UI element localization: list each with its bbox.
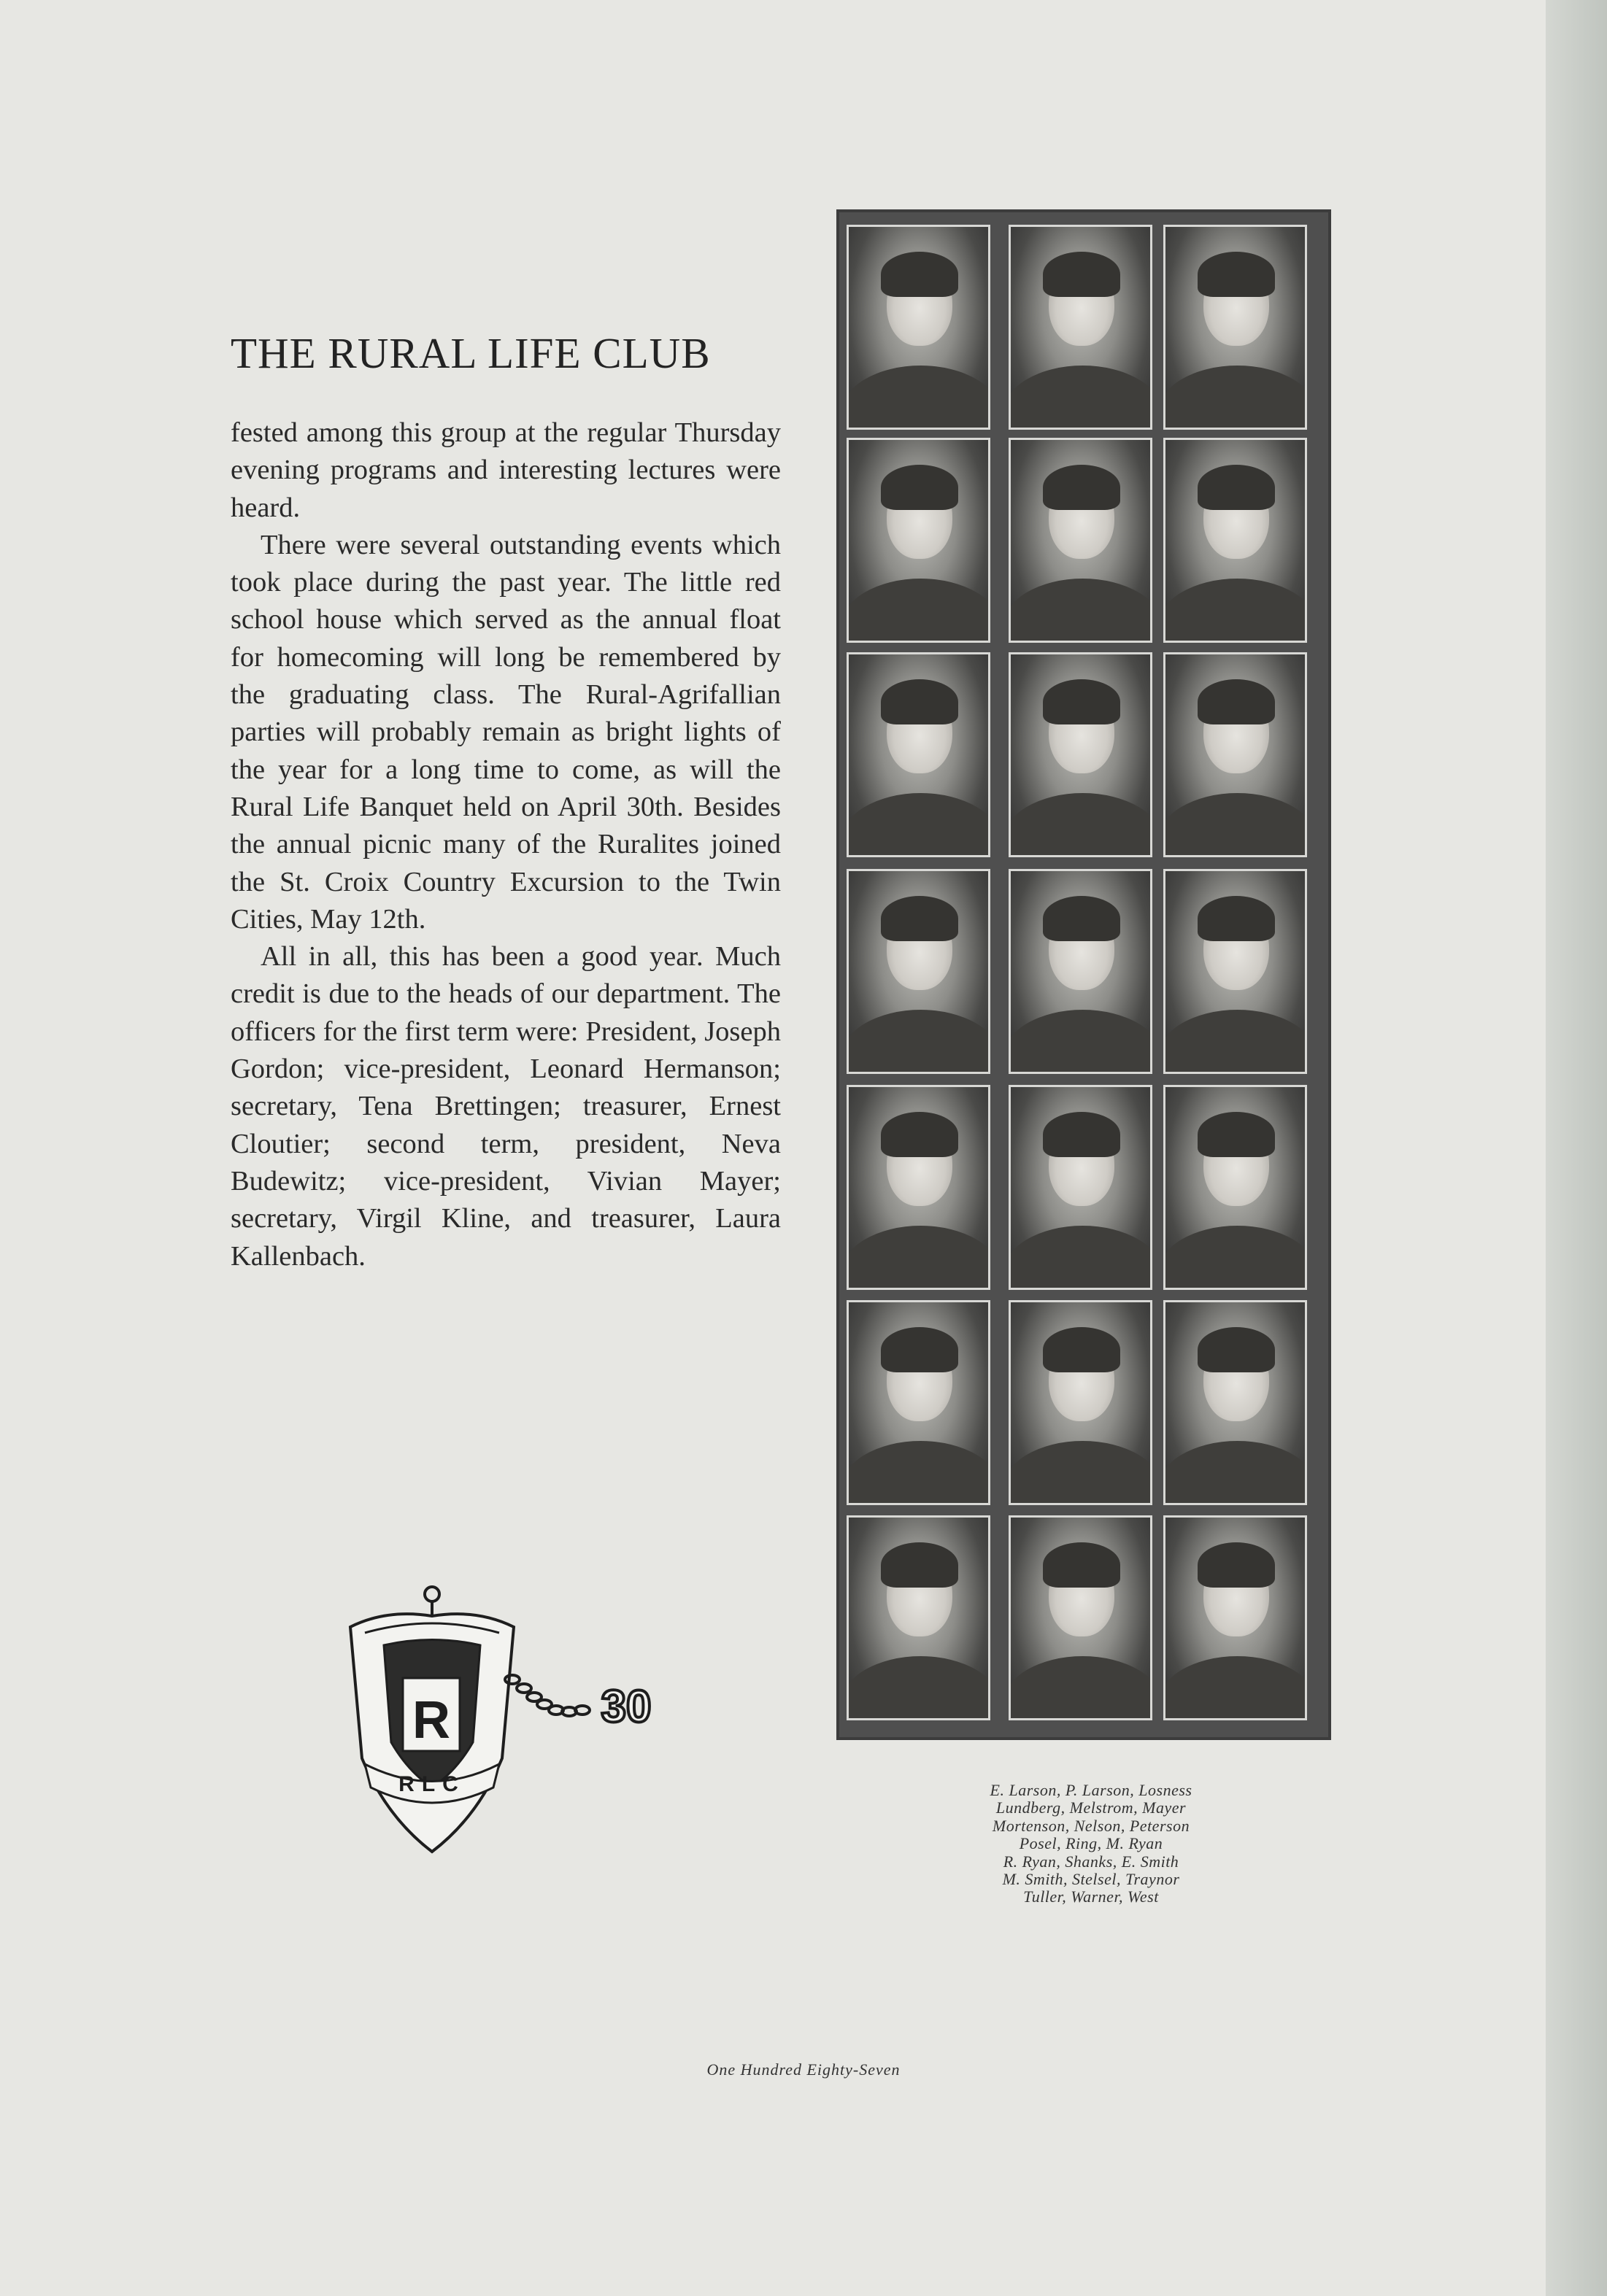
portrait-shoulders — [1009, 366, 1152, 430]
paragraph-1: fested among this group at the regular Thursday evening programs and interesting lectures were heard. — [231, 417, 781, 523]
portrait-photo — [847, 1300, 990, 1505]
portrait-hair — [881, 1327, 958, 1372]
portrait-shoulders — [1009, 579, 1152, 643]
article-body — [231, 414, 781, 1275]
portrait-photo — [1163, 1300, 1307, 1505]
portrait-shoulders — [847, 1441, 990, 1505]
emblem-letter: R — [412, 1691, 450, 1750]
portrait-shoulders — [847, 366, 990, 430]
portrait-photo — [1009, 1085, 1152, 1290]
portrait-photo — [847, 1515, 990, 1720]
caption-line-6: M. Smith, Stelsel, Traynor — [1002, 1870, 1180, 1889]
caption-line-1: E. Larson, P. Larson, Losness — [990, 1781, 1192, 1799]
portrait-hair — [1043, 1112, 1120, 1157]
paragraph-3: All in all, this has been a good year. Much credit is due to the heads of our department. The officers for the first term were: President, Joseph Gordon; vice-president, Leonard Hermanson; secretary, Tena Brettingen; treasurer, Ernest Cloutier; second term, president, Neva Budewitz; vice-president, Vivian Mayer; secretary, Virgil Kline, and treasurer, Laura Kallenbach. — [231, 941, 781, 1272]
portrait-photo — [1163, 652, 1307, 857]
portrait-photo — [1009, 1300, 1152, 1505]
portrait-hair — [1043, 252, 1120, 297]
portrait-shoulders — [1009, 1010, 1152, 1074]
portrait-hair — [881, 1112, 958, 1157]
portrait-hair — [1043, 1327, 1120, 1372]
portrait-photo — [847, 438, 990, 643]
portrait-photo — [1009, 869, 1152, 1074]
portrait-shoulders — [1163, 793, 1307, 857]
emblem-chain — [505, 1675, 590, 1716]
portrait-panel — [836, 209, 1331, 1740]
photo-caption — [876, 1782, 1306, 1906]
portrait-photo — [847, 652, 990, 857]
caption-line-5: R. Ryan, Shanks, E. Smith — [1003, 1852, 1179, 1871]
club-pin-emblem — [321, 1576, 686, 1868]
portrait-hair — [1198, 1542, 1275, 1588]
portrait-hair — [881, 1542, 958, 1588]
pin-ring — [425, 1587, 439, 1601]
portrait-shoulders — [1163, 1656, 1307, 1720]
portrait-photo — [1163, 225, 1307, 430]
portrait-photo — [1163, 869, 1307, 1074]
portrait-hair — [1043, 679, 1120, 724]
portrait-photo — [1009, 438, 1152, 643]
portrait-shoulders — [1009, 1441, 1152, 1505]
portrait-hair — [881, 896, 958, 941]
portrait-hair — [1043, 896, 1120, 941]
portrait-hair — [881, 465, 958, 510]
portrait-hair — [1198, 1112, 1275, 1157]
page-edge — [1546, 0, 1607, 2296]
portrait-shoulders — [1163, 1010, 1307, 1074]
portrait-shoulders — [847, 579, 990, 643]
portrait-shoulders — [1009, 793, 1152, 857]
portrait-shoulders — [1163, 366, 1307, 430]
portrait-shoulders — [1163, 1441, 1307, 1505]
emblem-initials: RLC — [398, 1772, 466, 1796]
portrait-hair — [1198, 465, 1275, 510]
portrait-shoulders — [1163, 579, 1307, 643]
portrait-hair — [881, 252, 958, 297]
emblem-year: 30 — [601, 1682, 652, 1732]
portrait-hair — [1198, 896, 1275, 941]
portrait-shoulders — [847, 1010, 990, 1074]
caption-line-3: Mortenson, Nelson, Peterson — [992, 1816, 1190, 1835]
caption-line-4: Posel, Ring, M. Ryan — [1019, 1834, 1163, 1853]
portrait-shoulders — [847, 1656, 990, 1720]
portrait-photo — [847, 225, 990, 430]
portrait-shoulders — [847, 793, 990, 857]
portrait-shoulders — [1009, 1226, 1152, 1290]
portrait-photo — [1009, 652, 1152, 857]
portrait-shoulders — [1009, 1656, 1152, 1720]
page-title: THE RURAL LIFE CLUB — [231, 329, 711, 377]
portrait-photo — [1009, 1515, 1152, 1720]
portrait-hair — [1198, 679, 1275, 724]
portrait-photo — [1009, 225, 1152, 430]
portrait-hair — [1198, 252, 1275, 297]
portrait-hair — [1043, 1542, 1120, 1588]
portrait-photo — [847, 1085, 990, 1290]
portrait-photo — [847, 869, 990, 1074]
portrait-photo — [1163, 1515, 1307, 1720]
caption-line-2: Lundberg, Melstrom, Mayer — [995, 1798, 1187, 1817]
portrait-hair — [1043, 465, 1120, 510]
portrait-photo — [1163, 438, 1307, 643]
paragraph-2: There were several outstanding events which took place during the past year. The little red school house which served as the annual float for homecoming will long be remembered by the graduating class. The Rural-Agrifallian parties will probably remain as bright lights of the year for a long time to come, as will the Rural Life Banquet held on April 30th. Besides the annual picnic many of the Ruralites joined the St. Croix Country Excursion to the Twin Cities, May 12th. — [231, 529, 781, 935]
portrait-photo — [1163, 1085, 1307, 1290]
caption-line-7: Tuller, Warner, West — [1023, 1887, 1159, 1906]
portrait-hair — [881, 679, 958, 724]
portrait-hair — [1198, 1327, 1275, 1372]
portrait-shoulders — [847, 1226, 990, 1290]
portrait-shoulders — [1163, 1226, 1307, 1290]
page-number: One Hundred Eighty-Seven — [706, 2060, 901, 2079]
